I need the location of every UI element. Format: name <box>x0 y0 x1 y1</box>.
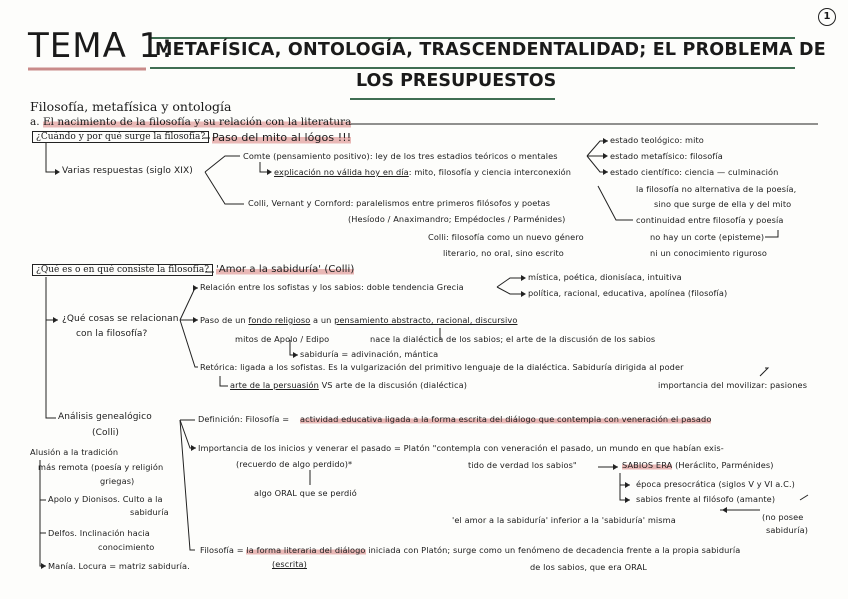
sabios-era <box>622 460 774 470</box>
tendencia-2: política, racional, educativa, apolínea (filosofía) <box>528 288 728 298</box>
estadio-2: estado metafísico: filosofía <box>610 151 723 161</box>
no-posee-1: (no posee <box>762 512 804 522</box>
colli-2: (Hesíodo / Anaximandro; Empédocles / Parménides) <box>348 214 566 224</box>
sub-text: El nacimiento de la filosofía y su relación con la literatura <box>42 116 352 128</box>
colli-1: Colli, Vernant y Cornford: paralelismos entre primeros filósofos y poetas <box>248 198 551 208</box>
page-number: 1 <box>818 8 836 26</box>
genealogico-2: (Colli) <box>92 428 120 438</box>
alusion-1: Alusión a la tradición <box>30 447 119 457</box>
apolo-1: Apolo y Dionisos. Culto a la <box>48 494 163 504</box>
paso-b: a un <box>313 315 332 325</box>
right-2: sino que surge de ella y del mito <box>654 199 792 209</box>
title-line2: LOS PRESUPUESTOS <box>356 71 557 91</box>
explicacion <box>274 167 571 177</box>
frente-filosofo: sabios frente al filósofo (amante) <box>636 494 776 504</box>
alusion-2: más remota (poesía y religión <box>38 462 164 472</box>
mania: Manía. Locura = matriz sabiduría. <box>48 561 190 571</box>
explicacion-rest: : mito, filosofía y ciencia interconexión <box>408 167 572 177</box>
mitos: mitos de Apolo / Edipo <box>235 334 330 344</box>
sabios-oral: de los sabios, que era ORAL <box>530 562 647 572</box>
genealogico-1: Análisis genealógico <box>58 412 152 422</box>
persuasion-underlined: arte de la persuasión <box>230 380 319 390</box>
filosofia-a: Filosofía = <box>200 545 244 555</box>
definicion-text: actividad educativa ligada a la forma escrita del diálogo que contempla con veneración el pasado <box>300 414 712 424</box>
no-posee-2: sabiduría) <box>766 525 808 535</box>
sabiduria-adivinacion: sabiduría = adivinación, mántica <box>300 349 439 359</box>
filosofia-highlight: la forma literaria del diálogo <box>246 545 366 555</box>
title-tema: TEMA 1: <box>28 26 174 66</box>
amor-sabiduria: 'el amor a la sabiduría' inferior a la 'sabiduría' misma <box>452 515 676 525</box>
colli-4: literario, no oral, sino escrito <box>443 248 564 258</box>
algo-oral: algo ORAL que se perdió <box>254 488 357 498</box>
estadio-1: estado teológico: mito <box>610 135 704 145</box>
q1-answer: Paso del mito al lógos !!! <box>212 131 352 144</box>
cosas-2: con la filosofía? <box>76 329 148 339</box>
question-box-2: ¿Qué es o en qué consiste la filosofía? <box>32 264 213 276</box>
paso-a: Paso de un <box>200 315 246 325</box>
q2-answer: 'Amor a la sabiduría' (Colli) <box>216 264 355 275</box>
filosofia-dialogo <box>200 545 740 555</box>
definicion-label: Definición: Filosofía = <box>198 414 290 424</box>
estadio-3: estado científico: ciencia — culminación <box>610 167 779 177</box>
varias-respuestas: Varias respuestas (siglo XIX) <box>62 166 193 176</box>
escrita: (escrita) <box>272 559 307 569</box>
section-heading: Filosofía, metafísica y ontología <box>30 99 232 114</box>
filosofia-b: iniciada con Platón; surge como un fenómeno de decadencia frente a la propia sabiduría <box>368 545 741 555</box>
retorica: Retórica: ligada a los sofistas. Es la vulgarización del primitivo lenguaje de la dialéctica. Sabiduría dirigida al poder <box>200 362 684 372</box>
colli-3: Colli: filosofía como un nuevo género <box>428 232 584 242</box>
sabios-era-highlight: SABIOS ERA <box>622 460 673 470</box>
explicacion-underlined: explicación no válida hoy en día <box>274 167 409 177</box>
paso <box>200 315 517 325</box>
nace-dialectica: nace la dialéctica de los sabios; el arte de la discusión de los sabios <box>370 334 656 344</box>
right-5: ni un conocimiento riguroso <box>650 248 768 258</box>
epoca: época presocrática (siglos V y VI a.C.) <box>636 479 795 489</box>
title-line1: METAFÍSICA, ONTOLOGÍA, TRASCENDENTALIDAD; EL PROBLEMA DE <box>155 40 826 60</box>
right-3: continuidad entre filosofía y poesía <box>636 215 784 225</box>
tido: tido de verdad los sabios" <box>468 460 577 470</box>
cosas-1: ¿Qué cosas se relacionan <box>62 314 179 324</box>
paso-pensamiento: pensamiento abstracto, racional, discursivo <box>334 315 518 325</box>
delfos-1: Delfos. Inclinación hacia <box>48 528 150 538</box>
movilizar: importancia del movilizar: pasiones <box>658 380 808 390</box>
persuasion-rest: VS arte de la discusión (dialéctica) <box>321 380 468 390</box>
sabios-era-rest: (Heráclito, Parménides) <box>675 460 774 470</box>
right-1: la filosofía no alternativa de la poesía, <box>636 184 797 194</box>
tendencia-1: mística, poética, dionisíaca, intuitiva <box>528 272 682 282</box>
sub-prefix: a. <box>30 116 40 128</box>
apolo-2: sabiduría <box>130 507 169 517</box>
question-box-1: ¿Cuándo y por qué surge la filosofía? <box>32 131 209 143</box>
right-4: no hay un corte (episteme) <box>650 232 765 242</box>
comte: Comte (pensamiento positivo): ley de los tres estadios teóricos o mentales <box>243 151 558 161</box>
recuerdo: (recuerdo de algo perdido)* <box>236 459 353 469</box>
alusion-3: griegas) <box>100 476 135 486</box>
paso-fondo: fondo religioso <box>248 315 311 325</box>
persuasion <box>230 380 467 390</box>
relacion: Relación entre los sofistas y los sabios: doble tendencia Grecia <box>200 282 464 292</box>
section-subheading <box>30 116 351 128</box>
delfos-2: conocimiento <box>98 542 155 552</box>
importancia: Importancia de los inicios y venerar el pasado = Platón "contempla con veneración el pasado, un mundo en que habían exis- <box>198 443 724 453</box>
